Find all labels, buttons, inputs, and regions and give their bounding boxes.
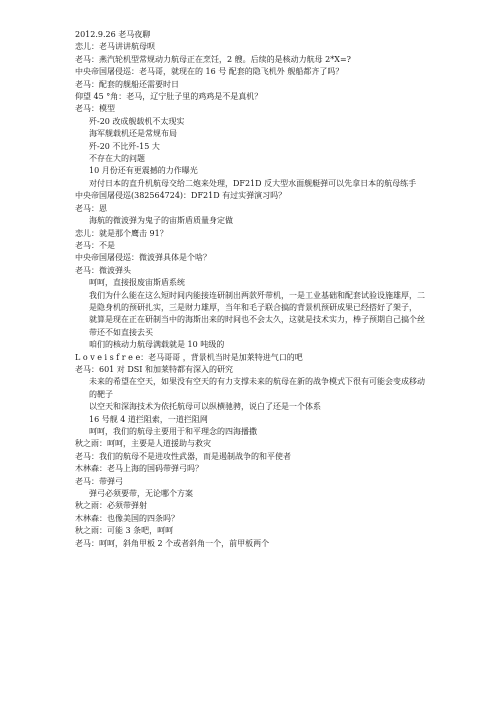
text-line: 老马：601 对 DSI 和加莱特都有深入的研究 — [75, 364, 233, 374]
text-line: 木林森：也像美国的四条吗？ — [75, 513, 179, 523]
text-line: 中央帝国屠侵巡(382564724)：DF21D 有过实弹演习吗？ — [75, 191, 287, 201]
text-line: 老马：呵呵，斜角甲板 2 个或者斜角一个，前甲板两个 — [75, 538, 270, 548]
text-line: 秋之雨：必须带弹射 — [75, 501, 147, 511]
text-line: 老马：模型 — [75, 104, 115, 114]
text-line: 恋儿：就是那个鹰击 91？ — [75, 228, 168, 238]
text-line: 以空天和深海技术为依托航母可以纵横驰骋，说白了还是一个体系 — [89, 402, 321, 412]
text-line: 老马：我们的航母不是进攻性武器，而是遏制战争的和平使者 — [75, 451, 291, 461]
text-line: 对付日本的直升机航母交给二炮来处理，DF21D 反大型水面舰艇弹可以先拿日本的航母练手 — [89, 178, 417, 188]
text-line: 中央帝国屠侵巡：老马哥，就现在的 16 号 配套的隐飞机外 舰船都齐了吗？ — [75, 67, 344, 77]
text-line: 呵呵，直接报废宙斯盾系统 — [89, 278, 185, 288]
text-line: 16 号舰 4 道拦阻索，一道拦阻网 — [89, 414, 208, 424]
text-line: 中央帝国屠侵巡：微波弹具体是个啥？ — [75, 253, 211, 263]
text-line: 仰望 45 °角：老马，辽宁肚子里的鸡鸡是不是真机？ — [75, 92, 263, 102]
text-line: 就算是现在正在研制当中的海斯出来的时间也不会太久，这就是技术实力，棒子预期自己搞个丝带还不如直接去买 — [89, 315, 425, 337]
text-line: 我们为什么能在这么短时间内能接连研制出两款歼带机，一是工业基础和配套试验设施雄厚，二是隐身机的预研扎实，三是财力雄厚，当年和毛子联合搞的背景机预研成果已经搭好了架子， — [89, 290, 425, 312]
text-line: 老马：不是 — [75, 240, 115, 250]
text-line: 老马：配套的舰船还需要时日 — [75, 79, 179, 89]
text-line: 弹弓必须要带，无论哪个方案 — [89, 489, 193, 499]
text-line: 秋之雨：可能 3 条吧，呵呵 — [75, 526, 174, 536]
text-line: 未来的希望在空天，如果没有空天的有力支撑未来的航母在新的战争模式下很有可能会变成移动的靶子 — [89, 377, 425, 399]
document-page — [75, 29, 427, 550]
text-line: 恋儿：老马讲讲航母呗 — [75, 42, 155, 52]
text-line: 咱们的核动力航母满载就是 10 吨级的 — [89, 340, 225, 350]
text-line: 老马：恩 — [75, 203, 107, 213]
text-line: 10 月份还有更震撼的力作曝光 — [89, 166, 198, 176]
text-line: L o v e i s f r e e：老马哥哥 ，背景机当时是加莱特进气口的吧 — [75, 352, 303, 362]
text-line: 不存在大的问题 — [89, 154, 145, 164]
text-line: 木林森：老马上海的国码带弹弓吗？ — [75, 464, 203, 474]
text-line: 歼-20 改成舰载机不太现实 — [89, 116, 185, 126]
text-line: 秋之雨：呵呵，主要是人道援助与救灾 — [75, 439, 211, 449]
text-line: 老马：燕汽轮机型常规动力航母正在烹饪，2 艘。后续的是核动力航母 2*X=? — [75, 54, 351, 64]
text-line: 老马：带弹弓 — [75, 476, 123, 486]
text-line: 呵呵，我们的航母主要用于和平理念的四海播撒 — [89, 427, 257, 436]
text-line: 老马：微波弹头 — [75, 265, 131, 275]
text-line: 海军舰载机还是常规布局 — [89, 129, 177, 139]
text-line: 歼-20 不比歼-15 大 — [89, 141, 160, 151]
text-line: 2012.9.26 老马夜聊 — [75, 30, 151, 39]
text-line: 海航的微波弹为鬼子的宙斯盾质量身定做 — [89, 216, 233, 226]
